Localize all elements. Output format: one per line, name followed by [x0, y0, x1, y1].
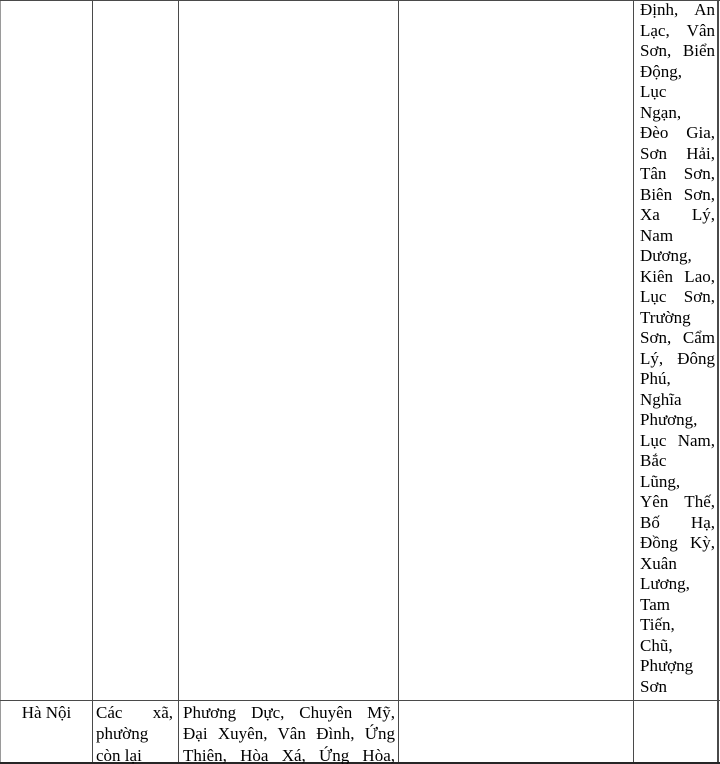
- text-line: Tân Sơn,: [640, 164, 715, 183]
- text-line: Lương,: [640, 574, 690, 593]
- communes-list-continuation: [640, 0, 715, 697]
- text-line: Đèo Gia,: [640, 123, 715, 142]
- text-line: Phú,: [640, 369, 671, 388]
- text-line: Chũ,: [640, 635, 673, 655]
- text-line: Định, An: [640, 0, 715, 19]
- text-line: Ngạn,: [640, 102, 682, 122]
- text-line: Dương,: [640, 246, 692, 265]
- text-line: phường: [96, 724, 149, 744]
- text-line: Đồng Kỳ,: [640, 533, 715, 552]
- text-line: Bắc: [640, 451, 667, 470]
- text-line: Phương Dực, Chuyên Mỹ,: [183, 703, 395, 722]
- cell-row1-col4: [399, 1, 633, 700]
- text-line: Lục Nam,: [640, 430, 715, 450]
- text-line: Kiên Lao,: [640, 266, 715, 286]
- text-line: Yên Thế,: [640, 492, 715, 511]
- text-line: Tiến,: [640, 615, 675, 634]
- cell-row1-col2: [93, 1, 178, 700]
- text-line: Nghĩa: [640, 389, 682, 409]
- text-line: Động,: [640, 61, 683, 81]
- text-line: Đại Xuyên, Vân Đình, Ứng: [183, 724, 395, 744]
- text-line: Sơn: [640, 676, 667, 696]
- text-line: còn lại: [96, 745, 142, 764]
- communes-list-hanoi: [183, 702, 395, 764]
- text-line: Lũng,: [640, 471, 681, 491]
- text-line: Phương,: [640, 410, 698, 429]
- text-line: Phượng: [640, 656, 694, 675]
- text-line: Lục Sơn,: [640, 287, 715, 306]
- cell-row2-col4: [399, 701, 633, 763]
- text-line: Trường: [640, 307, 691, 327]
- text-line: Nam: [640, 225, 674, 245]
- text-line: Lục: [640, 82, 667, 101]
- text-line: Các xã,: [96, 703, 173, 722]
- text-line: Lạc, Vân: [640, 20, 715, 40]
- text-line: Tam: [640, 594, 670, 614]
- text-line: Thiên, Hòa Xá, Ứng Hòa,: [183, 745, 395, 764]
- text-line: Sơn, Cẩm: [640, 328, 715, 347]
- text-line: Lý, Đông: [640, 348, 715, 368]
- text-line: Xa Lý,: [640, 205, 715, 224]
- scope-description: [96, 702, 173, 764]
- text-line: Sơn Hải,: [640, 143, 715, 163]
- text-line: Xuân: [640, 553, 677, 573]
- text-line: Sơn, Biển: [640, 41, 715, 60]
- cell-row1-col1: [1, 1, 92, 700]
- text-line: Biên Sơn,: [640, 184, 715, 204]
- cell-row2-col5: [634, 701, 717, 763]
- province-name: Hà Nội: [21, 703, 72, 722]
- table-right-border: [717, 0, 719, 764]
- text-line: Bố Hạ,: [640, 512, 715, 532]
- cell-row1-col3: [179, 1, 398, 700]
